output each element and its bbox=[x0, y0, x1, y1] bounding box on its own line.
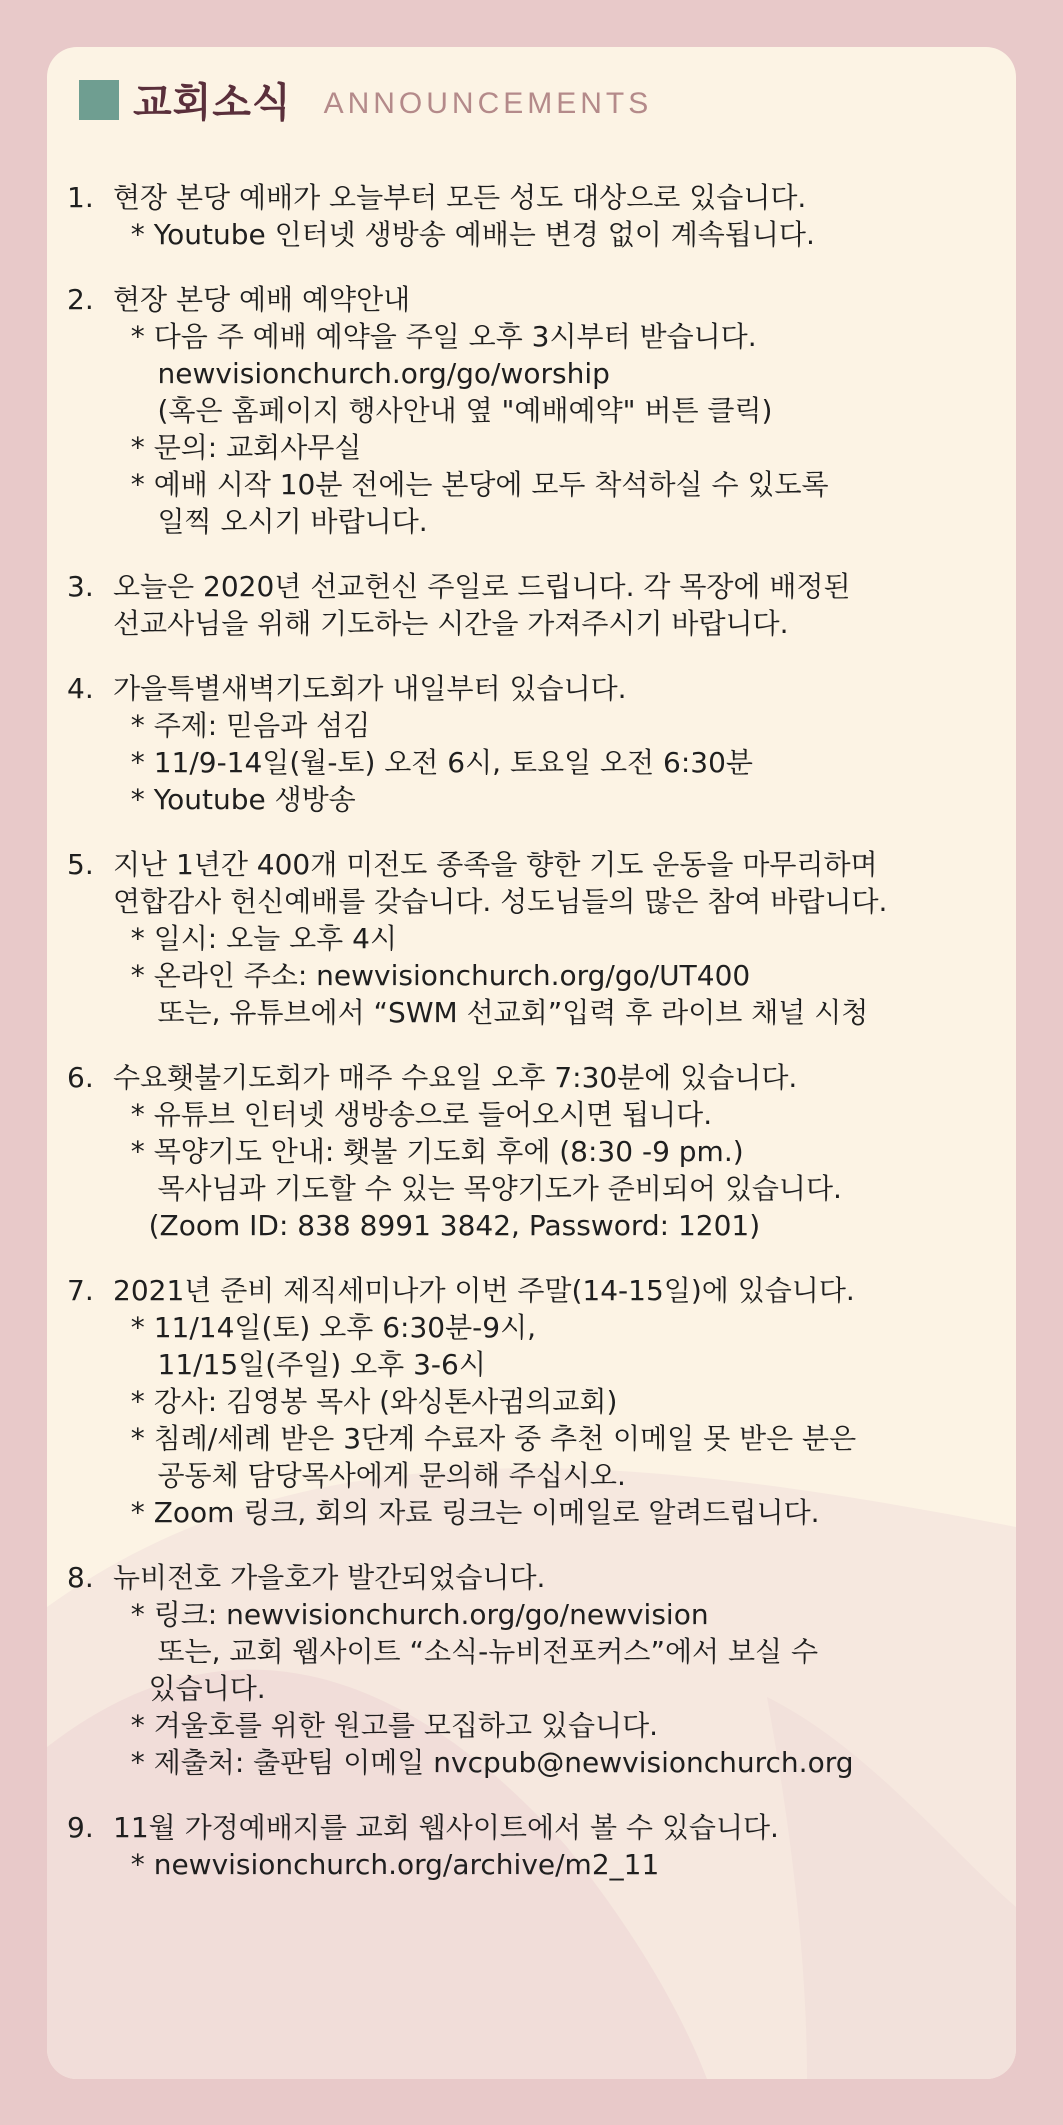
item-number: 6. bbox=[67, 1061, 94, 1094]
item-text bbox=[113, 568, 996, 642]
item-line: 현장 본당 예배 예약안내 bbox=[113, 283, 411, 316]
item-line: * 강사: 김영봉 목사 (와싱톤사귐의교회) bbox=[113, 1385, 618, 1418]
item-number: 2. bbox=[67, 283, 94, 316]
item-line: * 다음 주 예배 예약을 주일 오후 3시부터 받습니다. bbox=[113, 320, 757, 353]
title-english: ANNOUNCEMENTS bbox=[323, 86, 653, 120]
item-line: newvisionchurch.org/go/worship bbox=[113, 357, 610, 390]
item-line: * 제출처: 출판팀 이메일 nvcpub@newvisionchurch.org bbox=[113, 1746, 854, 1779]
item-line: * Youtube 생방송 bbox=[113, 783, 356, 816]
item-line: 공동체 담당목사에게 문의해 주십시오. bbox=[113, 1459, 626, 1492]
item-line: * Youtube 인터넷 생방송 예배는 변경 없이 계속됩니다. bbox=[113, 218, 815, 251]
item-text bbox=[113, 1272, 996, 1531]
section-header bbox=[79, 71, 652, 128]
announcement-item bbox=[67, 670, 996, 818]
item-number: 5. bbox=[67, 848, 94, 881]
item-line: (혹은 홈페이지 행사안내 옆 "예배예약" 버튼 클릭) bbox=[113, 394, 773, 427]
item-line: 있습니다. bbox=[113, 1672, 266, 1705]
item-number: 8. bbox=[67, 1561, 94, 1594]
announcement-item bbox=[67, 1809, 996, 1883]
item-text bbox=[113, 1559, 996, 1781]
header-square-icon bbox=[79, 80, 119, 120]
item-line: 현장 본당 예배가 오늘부터 모든 성도 대상으로 있습니다. bbox=[113, 181, 807, 214]
item-line: 또는, 유튜브에서 “SWM 선교회”입력 후 라이브 채널 시청 bbox=[113, 996, 869, 1029]
item-line: * 11/9-14일(월-토) 오전 6시, 토요일 오전 6:30분 bbox=[113, 746, 753, 779]
item-line: * 링크: newvisionchurch.org/go/newvision bbox=[113, 1598, 709, 1631]
item-line: 일찍 오시기 바랍니다. bbox=[113, 505, 428, 538]
item-number: 1. bbox=[67, 181, 94, 214]
item-line: * Zoom 링크, 회의 자료 링크는 이메일로 알려드립니다. bbox=[113, 1496, 820, 1529]
item-line: 뉴비전호 가을호가 발간되었습니다. bbox=[113, 1561, 546, 1594]
item-line: 연합감사 헌신예배를 갖습니다. 성도님들의 많은 참여 바랍니다. bbox=[113, 885, 888, 918]
item-line: * 온라인 주소: newvisionchurch.org/go/UT400 bbox=[113, 959, 751, 992]
item-line: 11월 가정예배지를 교회 웹사이트에서 볼 수 있습니다. bbox=[113, 1811, 779, 1844]
item-line: * 침례/세례 받은 3단계 수료자 중 추천 이메일 못 받은 분은 bbox=[113, 1422, 857, 1455]
announcement-item bbox=[67, 281, 996, 540]
announcement-item bbox=[67, 1559, 996, 1781]
item-line: 선교사님을 위해 기도하는 시간을 가져주시기 바랍니다. bbox=[113, 607, 789, 640]
item-number: 9. bbox=[67, 1811, 94, 1844]
item-line: (Zoom ID: 838 8991 3842, Password: 1201) bbox=[113, 1209, 761, 1242]
item-line: 11/15일(주일) 오후 3-6시 bbox=[113, 1348, 486, 1381]
item-line: * 겨울호를 위한 원고를 모집하고 있습니다. bbox=[113, 1709, 659, 1742]
item-text bbox=[113, 179, 996, 253]
item-line: 2021년 준비 제직세미나가 이번 주말(14-15일)에 있습니다. bbox=[113, 1274, 855, 1307]
item-line: 가을특별새벽기도회가 내일부터 있습니다. bbox=[113, 672, 627, 705]
item-line: * 일시: 오늘 오후 4시 bbox=[113, 922, 397, 955]
announcement-item bbox=[67, 179, 996, 253]
item-text bbox=[113, 846, 996, 1031]
item-line: 목사님과 기도할 수 있는 목양기도가 준비되어 있습니다. bbox=[113, 1172, 842, 1205]
announcement-item bbox=[67, 846, 996, 1031]
announcements-card bbox=[47, 47, 1016, 2079]
item-text bbox=[113, 1809, 996, 1883]
item-line: 오늘은 2020년 선교헌신 주일로 드립니다. 각 목장에 배정된 bbox=[113, 570, 851, 603]
item-line: * 주제: 믿음과 섬김 bbox=[113, 709, 371, 742]
item-number: 4. bbox=[67, 672, 94, 705]
item-line: * 문의: 교회사무실 bbox=[113, 431, 362, 464]
item-line: * 예배 시작 10분 전에는 본당에 모두 착석하실 수 있도록 bbox=[113, 468, 829, 501]
announcement-item bbox=[67, 1272, 996, 1531]
announcement-item bbox=[67, 1059, 996, 1244]
item-text bbox=[113, 281, 996, 540]
announcement-item bbox=[67, 568, 996, 642]
item-line: 또는, 교회 웹사이트 “소식-뉴비전포커스”에서 보실 수 bbox=[113, 1635, 819, 1668]
item-number: 3. bbox=[67, 570, 94, 603]
item-number: 7. bbox=[67, 1274, 94, 1307]
item-line: * 유튜브 인터넷 생방송으로 들어오시면 됩니다. bbox=[113, 1098, 713, 1131]
item-text bbox=[113, 670, 996, 818]
item-line: 지난 1년간 400개 미전도 종족을 향한 기도 운동을 마무리하며 bbox=[113, 848, 878, 881]
item-line: * newvisionchurch.org/archive/m2_11 bbox=[113, 1848, 660, 1881]
item-line: 수요횃불기도회가 매주 수요일 오후 7:30분에 있습니다. bbox=[113, 1061, 798, 1094]
announcement-list bbox=[67, 179, 996, 1911]
item-line: * 11/14일(토) 오후 6:30분-9시, bbox=[113, 1311, 537, 1344]
item-text bbox=[113, 1059, 996, 1244]
item-line: * 목양기도 안내: 횃불 기도회 후에 (8:30 -9 pm.) bbox=[113, 1135, 744, 1168]
title-korean: 교회소식 bbox=[133, 79, 292, 126]
